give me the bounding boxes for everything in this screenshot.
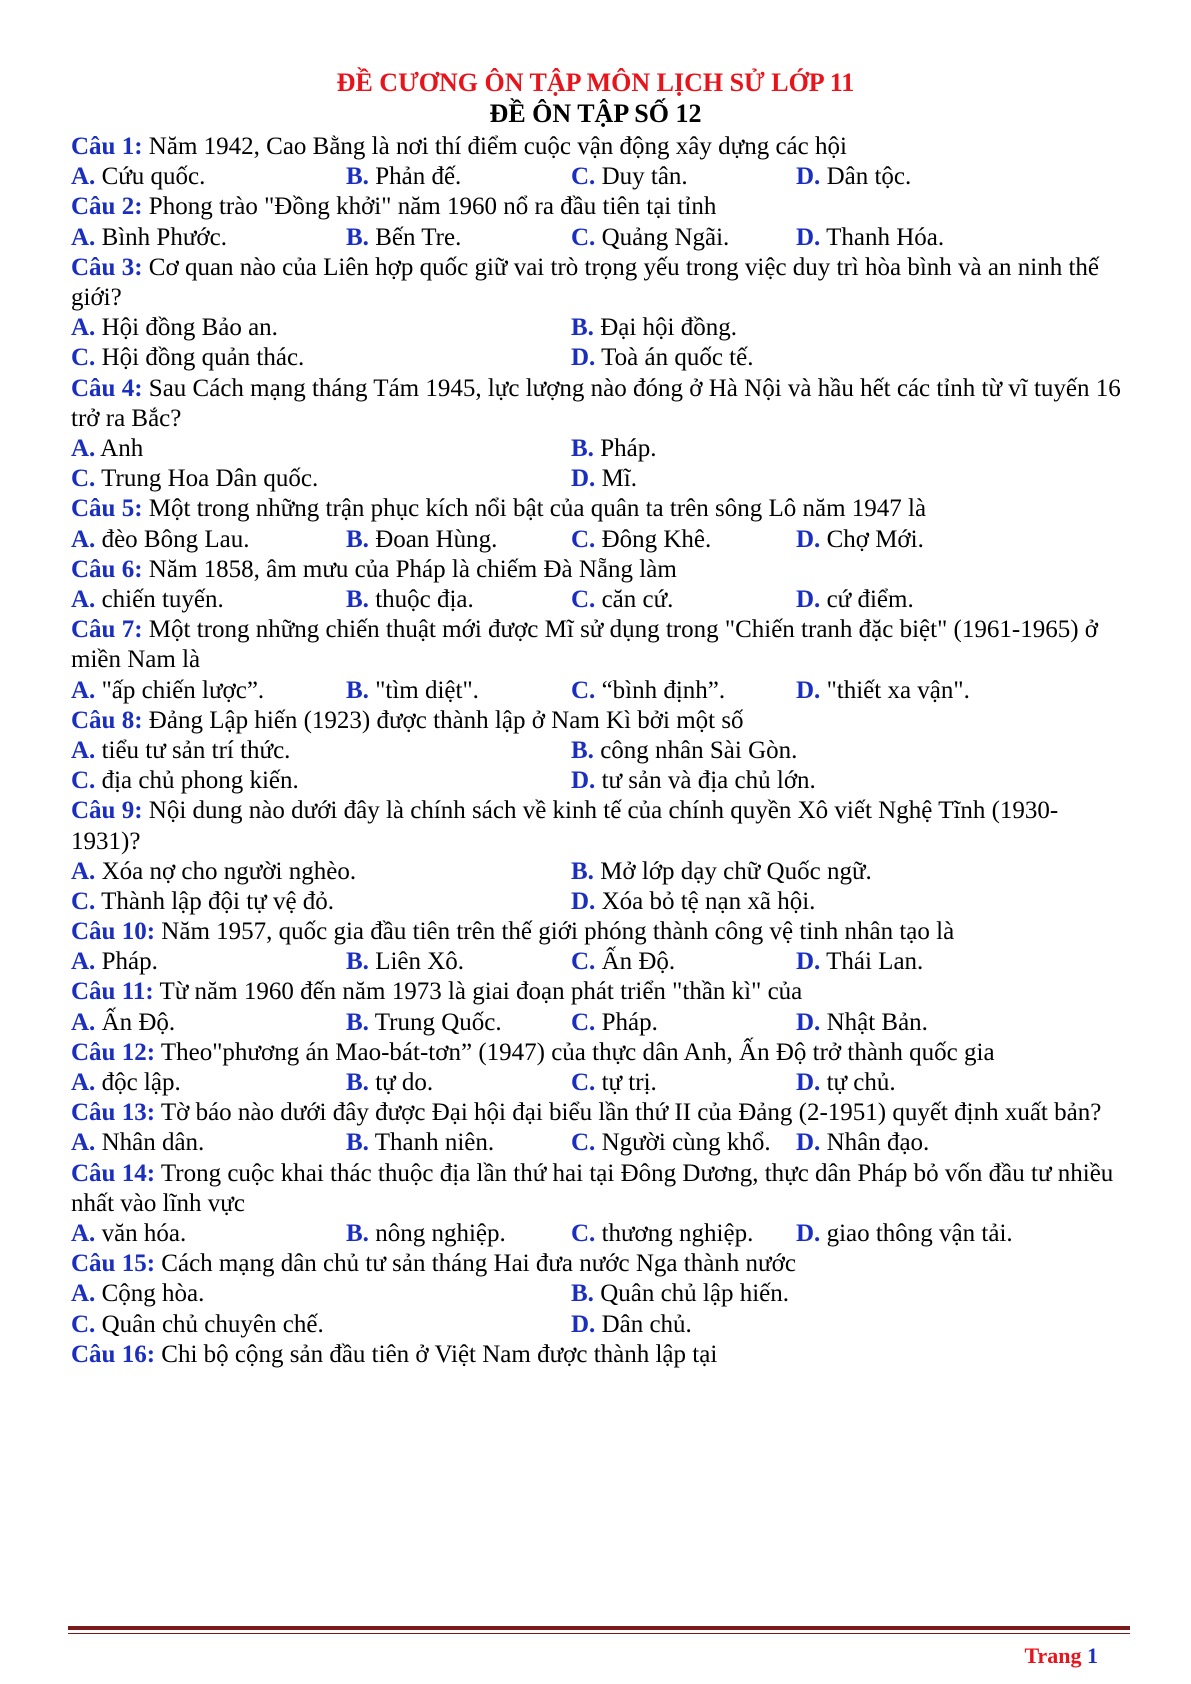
answer-text: Dân chủ. xyxy=(595,1310,692,1338)
answer-row xyxy=(71,766,1131,796)
question-text: Sau Cách mạng tháng Tám 1945, lực lượng nào đóng ở Hà Nội và hầu hết các tỉnh từ vĩ tuyến 16 trở ra Bắc? xyxy=(71,374,1121,432)
answer-text: Quân chủ chuyên chế. xyxy=(95,1310,324,1338)
answer-option xyxy=(71,1128,204,1158)
answer-letter: C. xyxy=(571,525,596,553)
answer-row xyxy=(71,464,1131,494)
answer-text: "thiết xa vận". xyxy=(820,676,970,704)
answer-row xyxy=(71,313,1131,343)
question xyxy=(71,977,1131,1037)
answer-row xyxy=(71,162,1131,192)
answer-letter: D. xyxy=(796,948,821,976)
answer-letter: C. xyxy=(571,223,596,251)
question-stem xyxy=(71,1159,1131,1219)
footer-rule xyxy=(68,1626,1130,1630)
answer-option xyxy=(346,1068,433,1098)
answer-option xyxy=(571,343,753,373)
question xyxy=(71,1038,1131,1098)
answer-text: cứ điểm. xyxy=(820,585,914,613)
answer-text: Xóa bỏ tệ nạn xã hội. xyxy=(595,887,816,915)
answer-letter: B. xyxy=(346,525,369,553)
answer-text: Quân chủ lập hiến. xyxy=(593,1280,790,1308)
answer-text: Nhân đạo. xyxy=(820,1129,930,1157)
question-number: Câu 5: xyxy=(71,495,143,523)
question xyxy=(71,253,1131,374)
answer-option xyxy=(71,1279,204,1309)
answer-text: chiến tuyến. xyxy=(95,585,224,613)
answer-row xyxy=(71,736,1131,766)
answer-letter: A. xyxy=(71,1069,96,1097)
answer-option xyxy=(571,1279,789,1309)
answer-text: nông nghiệp. xyxy=(368,1220,506,1248)
answer-option xyxy=(796,162,911,192)
answer-option xyxy=(796,947,923,977)
answer-letter: B. xyxy=(346,1008,369,1036)
answer-option xyxy=(71,343,304,373)
answer-letter: B. xyxy=(346,676,369,704)
answer-text: Trung Hoa Dân quốc. xyxy=(95,465,319,493)
answer-option xyxy=(796,525,924,555)
answer-letter: A. xyxy=(71,434,96,462)
answer-letter: D. xyxy=(796,1069,821,1097)
answer-letter: A. xyxy=(71,948,96,976)
exam-number-title: ĐỀ ÔN TẬP SỐ 12 xyxy=(489,99,702,128)
question-stem xyxy=(71,192,1131,222)
answer-letter: A. xyxy=(71,1220,96,1248)
answer-letter: B. xyxy=(346,585,369,613)
answer-text: Pháp. xyxy=(595,1008,658,1036)
question xyxy=(71,192,1131,252)
answer-letter: A. xyxy=(71,223,96,251)
answer-option xyxy=(796,676,970,706)
answer-option xyxy=(571,223,729,253)
answer-letter: C. xyxy=(571,163,596,191)
answer-option xyxy=(571,525,711,555)
question xyxy=(71,1159,1131,1250)
answer-option xyxy=(71,857,356,887)
answer-letter: A. xyxy=(71,163,96,191)
question-number: Câu 15: xyxy=(71,1250,156,1278)
question-text: Đảng Lập hiến (1923) được thành lập ở Nam Kì bởi một số xyxy=(142,706,744,734)
answer-row xyxy=(71,947,1131,977)
answer-letter: D. xyxy=(571,1310,596,1338)
answer-option xyxy=(571,676,725,706)
answer-option xyxy=(346,223,461,253)
answer-row xyxy=(71,1219,1131,1249)
answer-option xyxy=(571,313,737,343)
question xyxy=(71,615,1131,706)
answer-text: Thanh Hóa. xyxy=(820,223,945,251)
question-stem xyxy=(71,796,1131,856)
question-number: Câu 1: xyxy=(71,133,143,160)
question-stem xyxy=(71,132,1131,162)
answer-option xyxy=(71,313,278,343)
question-number: Câu 12: xyxy=(71,1038,156,1066)
answer-letter: B. xyxy=(571,1280,594,1308)
question xyxy=(71,917,1131,977)
question xyxy=(71,796,1131,917)
answer-letter: D. xyxy=(571,465,596,493)
answer-option xyxy=(71,162,205,192)
answer-option xyxy=(71,736,290,766)
answer-text: Xóa nợ cho người nghèo. xyxy=(95,857,357,885)
question xyxy=(71,374,1131,495)
answer-letter: D. xyxy=(796,1129,821,1157)
answer-option xyxy=(346,585,474,615)
question-text: Phong trào "Đồng khởi" năm 1960 nổ ra đầu tiên tại tỉnh xyxy=(142,193,717,221)
answer-letter: A. xyxy=(71,525,96,553)
answer-letter: A. xyxy=(71,676,96,704)
answer-option xyxy=(71,676,264,706)
answer-option xyxy=(71,434,143,464)
answer-option xyxy=(71,1068,181,1098)
answer-row xyxy=(71,343,1131,373)
answer-text: Bến Tre. xyxy=(368,223,462,251)
answer-option xyxy=(796,1219,1013,1249)
answer-letter: D. xyxy=(796,525,821,553)
answer-text: Hội đồng Bảo an. xyxy=(95,314,278,342)
question-stem xyxy=(71,917,1131,947)
answer-letter: B. xyxy=(346,163,369,191)
answer-letter: D. xyxy=(571,767,596,795)
answer-letter: C. xyxy=(571,948,596,976)
answer-text: "ấp chiến lược”. xyxy=(95,676,265,704)
answer-text: Toà án quốc tế. xyxy=(595,344,754,372)
question xyxy=(71,132,1131,192)
answer-option xyxy=(71,1008,175,1038)
answer-text: Thái Lan. xyxy=(820,948,924,976)
answer-option xyxy=(571,1008,658,1038)
answer-letter: B. xyxy=(571,434,594,462)
answer-text: độc lập. xyxy=(95,1069,181,1097)
question-number: Câu 3: xyxy=(71,253,143,281)
question-text: Năm 1957, quốc gia đầu tiên trên thế giới phóng thành công vệ tinh nhân tạo là xyxy=(155,918,955,946)
answer-row xyxy=(71,1008,1131,1038)
answer-letter: C. xyxy=(71,887,96,915)
question-number: Câu 11: xyxy=(71,978,154,1006)
answer-letter: C. xyxy=(571,1220,596,1248)
question-stem xyxy=(71,615,1131,675)
answer-letter: B. xyxy=(346,1220,369,1248)
answer-option xyxy=(571,1219,753,1249)
answer-option xyxy=(71,947,158,977)
answer-row xyxy=(71,585,1131,615)
answer-option xyxy=(571,434,656,464)
answer-option xyxy=(346,1219,506,1249)
answer-text: Đoan Hùng. xyxy=(368,525,498,553)
question-number: Câu 2: xyxy=(71,193,143,221)
answer-letter: B. xyxy=(571,736,594,764)
answer-text: Liên Xô. xyxy=(368,948,465,976)
answer-row xyxy=(71,1310,1131,1340)
answer-text: văn hóa. xyxy=(95,1220,187,1248)
answer-option xyxy=(796,1008,928,1038)
answer-text: Thành lập đội tự vệ đỏ. xyxy=(95,887,335,915)
question-number: Câu 13: xyxy=(71,1099,156,1127)
document-title: ĐỀ CƯƠNG ÔN TẬP MÔN LỊCH SỬ LỚP 11 xyxy=(336,68,855,97)
question-number: Câu 14: xyxy=(71,1159,156,1187)
answer-option xyxy=(346,1008,502,1038)
question-text: Trong cuộc khai thác thuộc địa lần thứ hai tại Đông Dương, thực dân Pháp bỏ vốn đầu tư nhiều nhất vào lĩnh vực xyxy=(71,1159,1114,1217)
answer-option xyxy=(71,223,227,253)
question-number: Câu 9: xyxy=(71,797,143,825)
answer-row xyxy=(71,676,1131,706)
answer-row xyxy=(71,223,1131,253)
answer-letter: C. xyxy=(71,767,96,795)
answer-option xyxy=(346,162,461,192)
answer-letter: D. xyxy=(796,676,821,704)
question-text: Năm 1858, âm mưu của Pháp là chiếm Đà Nẵng làm xyxy=(142,555,677,583)
answer-letter: C. xyxy=(571,1008,596,1036)
answer-option xyxy=(571,1310,692,1340)
answer-text: Phản đế. xyxy=(368,163,462,191)
question xyxy=(71,1249,1131,1340)
answer-text: Đại hội đồng. xyxy=(593,314,737,342)
answer-text: Dân tộc. xyxy=(820,163,912,191)
answer-option xyxy=(346,676,479,706)
answer-letter: B. xyxy=(346,1129,369,1157)
question-stem xyxy=(71,1098,1131,1128)
answer-option xyxy=(571,857,872,887)
answer-option xyxy=(571,766,816,796)
answer-option xyxy=(71,887,334,917)
answer-row xyxy=(71,887,1131,917)
answer-letter: A. xyxy=(71,314,96,342)
answer-text: tự chủ. xyxy=(820,1069,896,1097)
answer-text: Duy tân. xyxy=(595,163,688,191)
answer-letter: D. xyxy=(796,585,821,613)
answer-text: Chợ Mới. xyxy=(820,525,924,553)
answer-option xyxy=(571,162,688,192)
answer-letter: D. xyxy=(796,1220,821,1248)
answer-letter: D. xyxy=(796,223,821,251)
question-stem xyxy=(71,494,1131,524)
answer-text: thương nghiệp. xyxy=(595,1220,754,1248)
answer-text: công nhân Sài Gòn. xyxy=(593,736,798,764)
question-text: Năm 1942, Cao Bằng là nơi thí điểm cuộc vận động xây dựng các hội xyxy=(142,133,847,160)
question-stem xyxy=(71,1038,1131,1068)
answer-text: Ấn Độ. xyxy=(595,948,676,976)
question xyxy=(71,555,1131,615)
answer-text: "tìm diệt". xyxy=(368,676,479,704)
answer-text: Đông Khê. xyxy=(595,525,712,553)
answer-text: Cộng hòa. xyxy=(95,1280,205,1308)
question xyxy=(71,1340,1131,1370)
answer-text: căn cứ. xyxy=(595,585,674,613)
question xyxy=(71,1098,1131,1158)
answer-text: Quảng Ngãi. xyxy=(595,223,730,251)
answer-letter: B. xyxy=(346,948,369,976)
answer-row xyxy=(71,1128,1131,1158)
answer-row xyxy=(71,1068,1131,1098)
answer-row xyxy=(71,857,1131,887)
question-number: Câu 16: xyxy=(71,1340,156,1368)
question-number: Câu 10: xyxy=(71,918,156,946)
answer-letter: C. xyxy=(71,344,96,372)
answer-letter: C. xyxy=(571,676,596,704)
answer-row xyxy=(71,525,1131,555)
question-text: Một trong những trận phục kích nổi bật của quân ta trên sông Lô năm 1947 là xyxy=(142,495,927,523)
answer-letter: C. xyxy=(71,465,96,493)
question-stem xyxy=(71,253,1131,313)
question-number: Câu 6: xyxy=(71,555,143,583)
answer-letter: D. xyxy=(796,163,821,191)
answer-letter: A. xyxy=(71,736,96,764)
question-text: Tờ báo nào dưới đây được Đại hội đại biểu lần thứ II của Đảng (2-1951) quyết định xuất bản? xyxy=(155,1099,1102,1127)
answer-option xyxy=(571,1068,657,1098)
answer-letter: C. xyxy=(571,585,596,613)
answer-letter: A. xyxy=(71,585,96,613)
answer-option xyxy=(71,464,318,494)
answer-text: Nhật Bản. xyxy=(820,1008,928,1036)
answer-letter: D. xyxy=(571,887,596,915)
answer-text: đèo Bông Lau. xyxy=(95,525,250,553)
answer-text: tự trị. xyxy=(595,1069,657,1097)
page-number-value: 1 xyxy=(1087,1643,1098,1668)
answer-text: tự do. xyxy=(368,1069,434,1097)
answer-letter: C. xyxy=(571,1129,596,1157)
question-stem xyxy=(71,1249,1131,1279)
question-stem xyxy=(71,555,1131,585)
answer-text: Thanh niên. xyxy=(368,1129,495,1157)
answer-text: Trung Quốc. xyxy=(368,1008,502,1036)
answer-option xyxy=(571,464,637,494)
answer-option xyxy=(571,887,815,917)
answer-text: tiểu tư sản trí thức. xyxy=(95,736,291,764)
answer-option xyxy=(796,1128,929,1158)
answer-option xyxy=(71,766,299,796)
answer-text: Nhân dân. xyxy=(95,1129,205,1157)
answer-letter: A. xyxy=(71,1129,96,1157)
answer-letter: D. xyxy=(571,344,596,372)
answer-text: Pháp. xyxy=(593,434,657,462)
answer-row xyxy=(71,1279,1131,1309)
question-list xyxy=(71,132,1131,1370)
answer-letter: A. xyxy=(71,1280,96,1308)
answer-option xyxy=(346,525,497,555)
page-label: Trang xyxy=(1024,1643,1087,1668)
question-text: Theo"phương án Mao-bát-tơn” (1947) của thực dân Anh, Ấn Độ trở thành quốc gia xyxy=(155,1038,995,1066)
question-text: Cách mạng dân chủ tư sản tháng Hai đưa nước Nga thành nước xyxy=(155,1250,796,1278)
answer-letter: B. xyxy=(571,314,594,342)
answer-text: địa chủ phong kiến. xyxy=(95,767,299,795)
answer-letter: D. xyxy=(796,1008,821,1036)
question-number: Câu 4: xyxy=(71,374,143,402)
answer-option xyxy=(346,947,464,977)
answer-letter: B. xyxy=(346,1069,369,1097)
answer-text: tư sản và địa chủ lớn. xyxy=(595,767,816,795)
question-number: Câu 7: xyxy=(71,616,143,644)
question-stem xyxy=(71,977,1131,1007)
answer-letter: A. xyxy=(71,1008,96,1036)
answer-option xyxy=(71,1310,324,1340)
question-stem xyxy=(71,374,1131,434)
answer-text: Người cùng khổ. xyxy=(595,1129,771,1157)
answer-option xyxy=(571,736,797,766)
page-number xyxy=(1024,1643,1098,1669)
answer-option xyxy=(71,1219,186,1249)
question-number: Câu 8: xyxy=(71,706,143,734)
answer-option xyxy=(796,585,914,615)
answer-text: Pháp. xyxy=(95,948,158,976)
answer-text: Cứu quốc. xyxy=(95,163,206,191)
answer-option xyxy=(796,223,944,253)
question-text: Nội dung nào dưới đây là chính sách về kinh tế của chính quyền Xô viết Nghệ Tĩnh (1930- 1931)? xyxy=(71,797,1059,855)
question-text: Cơ quan nào của Liên hợp quốc giữ vai trò trọng yếu trong việc duy trì hòa bình và an ninh thế giới? xyxy=(71,253,1099,311)
answer-text: Ấn Độ. xyxy=(95,1008,176,1036)
answer-text: Hội đồng quản thác. xyxy=(95,344,305,372)
answer-text: giao thông vận tải. xyxy=(820,1220,1013,1248)
answer-text: Anh xyxy=(95,434,144,462)
answer-text: Mĩ. xyxy=(595,465,637,493)
question-text: Chi bộ cộng sản đầu tiên ở Việt Nam được thành lập tại xyxy=(155,1340,718,1368)
answer-text: thuộc địa. xyxy=(368,585,474,613)
answer-option xyxy=(346,1128,494,1158)
question-text: Một trong những chiến thuật mới được Mĩ sử dụng trong "Chiến tranh đặc biệt" (1961-1965) ở miền Nam là xyxy=(71,616,1098,674)
answer-text: “bình định”. xyxy=(595,676,726,704)
answer-text: Bình Phước. xyxy=(95,223,227,251)
answer-option xyxy=(71,585,224,615)
question-stem xyxy=(71,706,1131,736)
answer-option xyxy=(571,1128,771,1158)
answer-letter: B. xyxy=(346,223,369,251)
answer-letter: A. xyxy=(71,857,96,885)
answer-option xyxy=(571,585,673,615)
answer-option xyxy=(571,947,675,977)
answer-letter: B. xyxy=(571,857,594,885)
answer-letter: C. xyxy=(571,1069,596,1097)
question xyxy=(71,494,1131,554)
question-text: Từ năm 1960 đến năm 1973 là giai đoạn phát triển "thần kì" của xyxy=(153,978,803,1006)
footer-rule-thin xyxy=(68,1633,1130,1634)
answer-option xyxy=(71,525,249,555)
answer-text: Mở lớp dạy chữ Quốc ngữ. xyxy=(593,857,872,885)
question xyxy=(71,706,1131,797)
question-stem xyxy=(71,1340,1131,1370)
answer-option xyxy=(796,1068,896,1098)
answer-row xyxy=(71,434,1131,464)
answer-letter: C. xyxy=(71,1310,96,1338)
